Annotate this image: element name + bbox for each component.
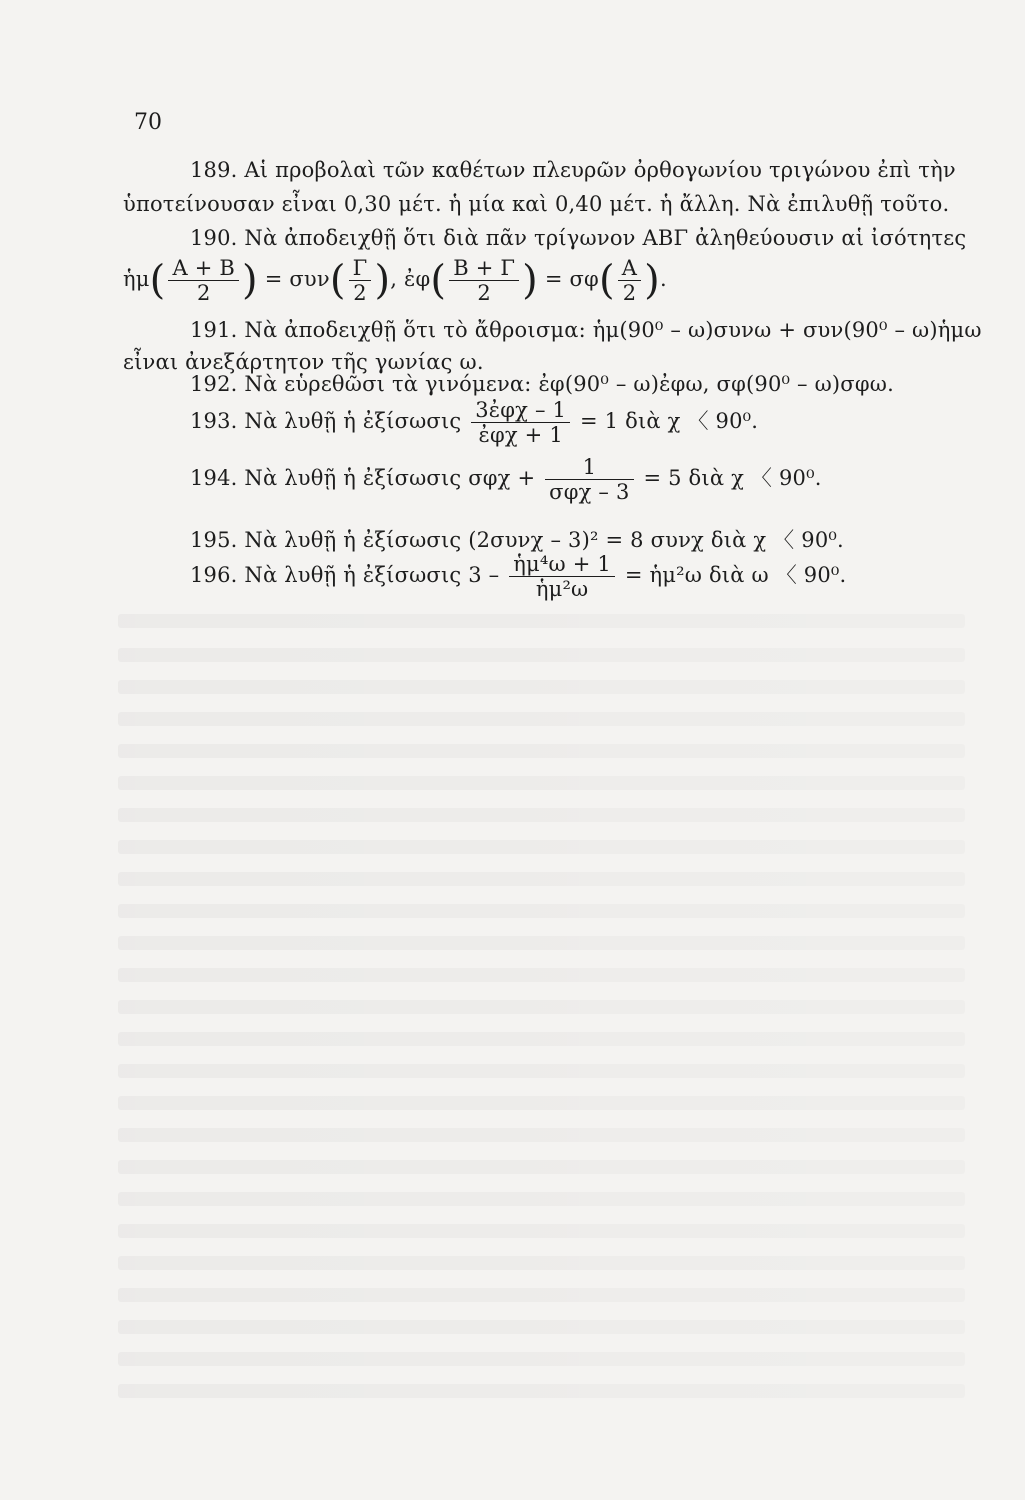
- right-paren: ): [522, 257, 538, 304]
- show-through-line: [118, 1064, 965, 1078]
- fraction-numerator: 3ἐφχ – 1: [471, 398, 570, 423]
- show-through-line: [118, 1288, 965, 1302]
- formula-text: .: [659, 267, 667, 292]
- fraction-numerator: Γ: [349, 256, 372, 281]
- left-paren: (: [430, 257, 447, 304]
- show-through-line: [118, 968, 965, 982]
- show-through-line: [118, 680, 965, 694]
- show-through-line: [118, 1032, 965, 1046]
- right-paren: ): [374, 257, 391, 304]
- show-through-line: [118, 1096, 965, 1110]
- show-through-line: [118, 1000, 965, 1014]
- problem-196-lead: 196. Νὰ λυθῇ ἡ ἐξίσωσις 3 –: [190, 563, 500, 588]
- problem-196: [190, 552, 846, 601]
- problem-193: [190, 398, 758, 447]
- show-through-line: [118, 712, 965, 726]
- show-through-line: [118, 1128, 965, 1142]
- show-through-line: [118, 872, 965, 886]
- show-through-line: [118, 904, 965, 918]
- fraction-numerator: Β + Γ: [449, 256, 519, 281]
- show-through-line: [118, 936, 965, 950]
- fraction-denominator: 2: [353, 281, 367, 306]
- problem-191-line-1: 191. Νὰ ἀποδειχθῇ ὅτι τὸ ἄθροισμα: ἡμ(90⁰ – ω)συνω + συν(90⁰ – ω)ἡμω: [190, 318, 982, 342]
- show-through-line: [118, 1160, 965, 1174]
- show-through-line: [118, 1352, 965, 1366]
- fraction: [618, 256, 641, 305]
- fraction: [509, 552, 615, 601]
- show-through-line: [118, 1256, 965, 1270]
- fraction: [349, 256, 372, 305]
- show-through-line: [118, 808, 965, 822]
- fraction-denominator: 2: [477, 281, 491, 306]
- problem-189-line-2: ὑποτείνουσαν εἶναι 0,30 μέτ. ἡ μία καὶ 0,40 μέτ. ἡ ἄλλη. Νὰ ἐπιλυθῇ τοῦτο.: [123, 192, 950, 216]
- fraction: [168, 256, 239, 305]
- fraction-denominator: ἡμ²ω: [535, 577, 589, 602]
- fraction-denominator: σφχ – 3: [549, 480, 630, 505]
- problem-190-formula: [123, 256, 667, 305]
- show-through-line: [118, 614, 965, 628]
- problem-193-tail: = 1 διὰ χ 〈 90⁰.: [580, 409, 759, 434]
- show-through-line: [118, 1384, 965, 1398]
- problem-194: [190, 455, 822, 504]
- problem-192-line-1: 192. Νὰ εὑρεθῶσι τὰ γινόμενα: ἐφ(90⁰ – ω)ἐφω, σφ(90⁰ – ω)σφω.: [190, 372, 894, 396]
- show-through-line: [118, 1192, 965, 1206]
- left-paren: (: [329, 257, 346, 304]
- problem-195-line-1: 195. Νὰ λυθῇ ἡ ἐξίσωσις (2συνχ – 3)² = 8 συνχ διὰ χ 〈 90⁰.: [190, 528, 844, 552]
- formula-text: = συν: [264, 267, 330, 292]
- show-through-line: [118, 840, 965, 854]
- problem-194-tail: = 5 διὰ χ 〈 90⁰.: [643, 466, 822, 491]
- show-through-line: [118, 1224, 965, 1238]
- problem-196-tail: = ἡμ²ω διὰ ω 〈 90⁰.: [624, 563, 847, 588]
- show-through-line: [118, 776, 965, 790]
- fraction-denominator: 2: [622, 281, 637, 306]
- fraction: [545, 455, 633, 504]
- fraction-numerator: Α + Β: [168, 256, 239, 281]
- fraction: [471, 398, 570, 447]
- fraction: [449, 256, 519, 305]
- page-number: 70: [134, 110, 162, 135]
- problem-194-lead: 194. Νὰ λυθῇ ἡ ἐξίσωσις σφχ +: [190, 466, 536, 491]
- show-through-line: [118, 648, 965, 662]
- formula-text: ἡμ: [123, 267, 150, 292]
- formula-text: = σφ: [544, 267, 599, 292]
- fraction-numerator: ἡμ⁴ω + 1: [509, 552, 615, 577]
- show-through-line: [118, 1320, 965, 1334]
- show-through-line: [118, 744, 965, 758]
- fraction-denominator: ἐφχ + 1: [478, 423, 563, 448]
- right-paren: ): [242, 257, 258, 304]
- problem-193-lead: 193. Νὰ λυθῇ ἡ ἐξίσωσις: [190, 409, 462, 434]
- fraction-numerator: Α: [618, 256, 641, 281]
- problem-189-line-1: 189. Αἱ προβολαὶ τῶν καθέτων πλευρῶν ὀρθογωνίου τριγώνου ἐπὶ τὴν: [190, 158, 956, 182]
- problem-190-line-1: 190. Νὰ ἀποδειχθῇ ὅτι διὰ πᾶν τρίγωνον ΑΒΓ ἀληθεύουσιν αἱ ἰσότητες: [190, 226, 967, 250]
- fraction-numerator: 1: [545, 455, 633, 480]
- formula-text: , ἐφ: [390, 267, 431, 292]
- fraction-denominator: 2: [196, 281, 211, 306]
- right-paren: ): [644, 257, 660, 304]
- problem-191-line-2: εἶναι ἀνεξάρτητον τῆς γωνίας ω.: [123, 350, 484, 374]
- left-paren: (: [149, 257, 166, 304]
- left-paren: (: [598, 257, 615, 304]
